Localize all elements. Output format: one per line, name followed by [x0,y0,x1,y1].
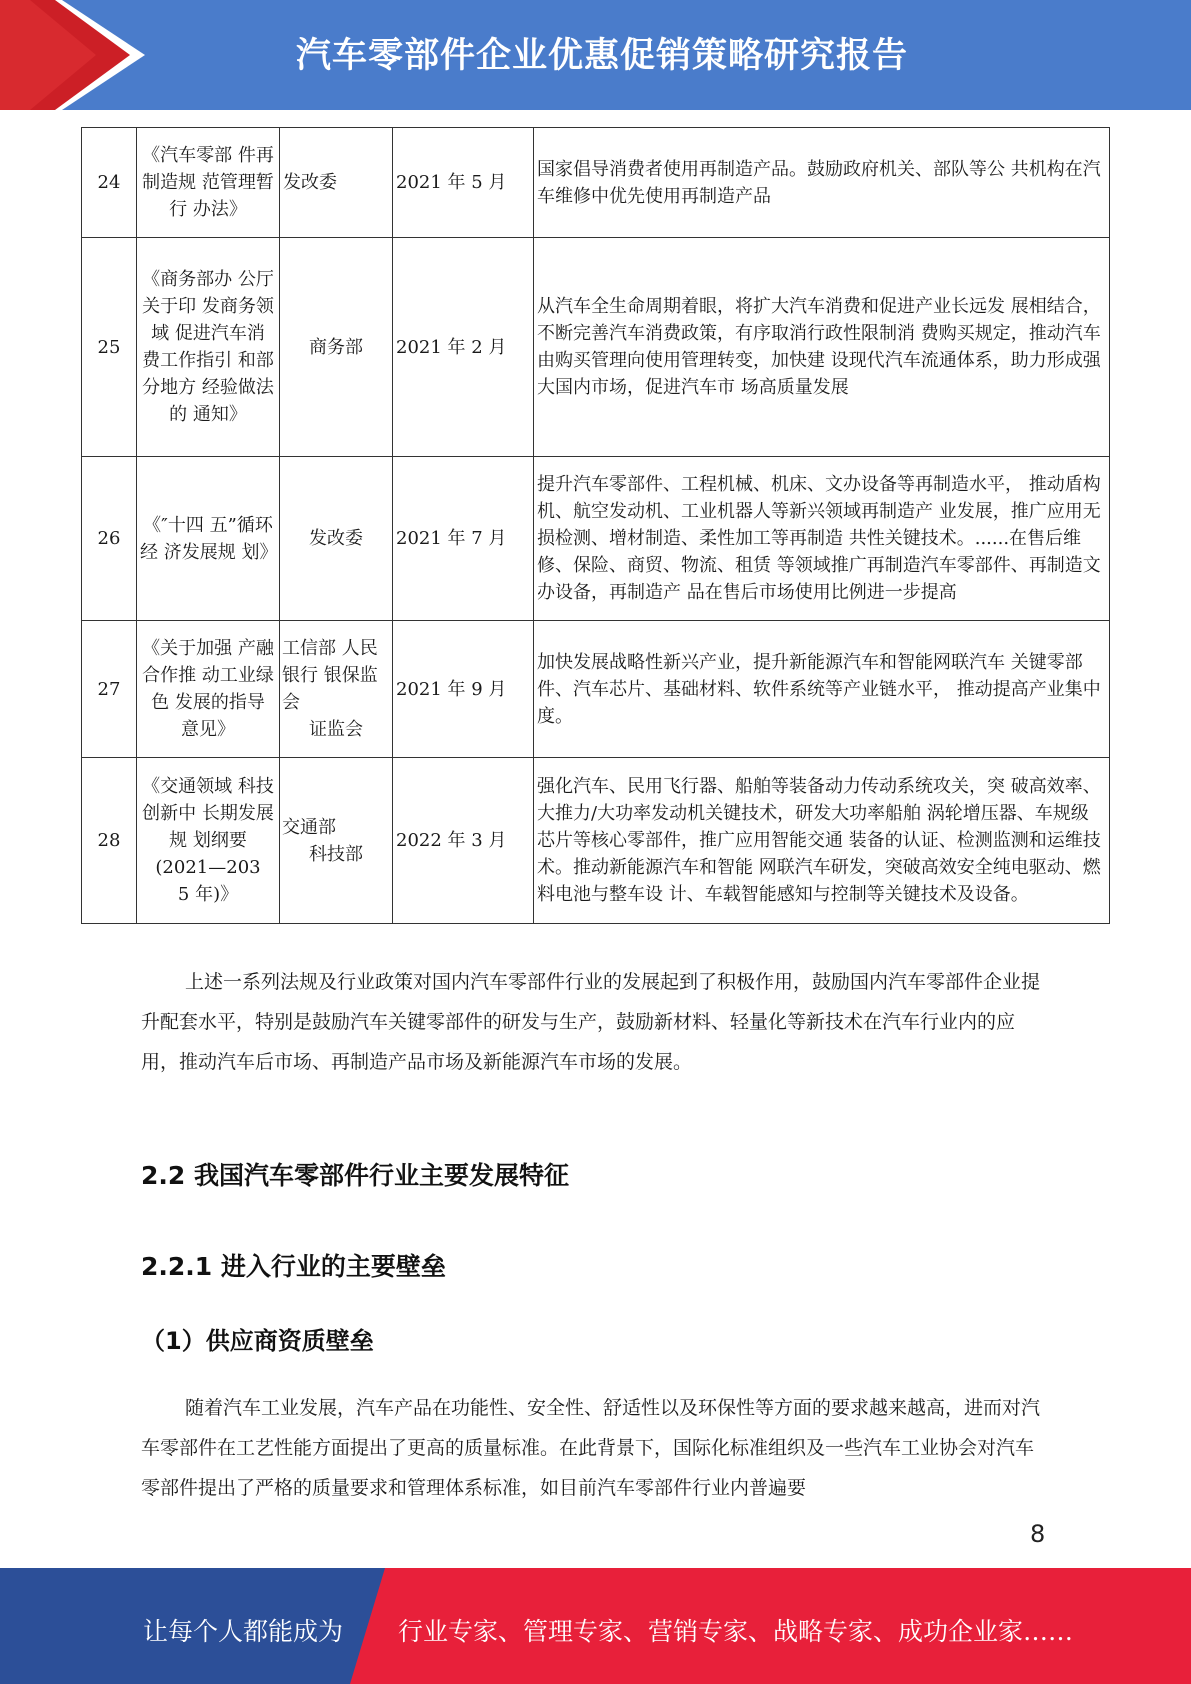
table-row [82,621,1110,758]
footer-slogan-left: 让每个人都能成为 [143,1617,344,1646]
policy-name: 《″十四 五”循环经 济发展规 划》 [137,457,280,621]
department-line: 证监会 [309,719,363,740]
issue-date: 2021 年 7 月 [393,457,534,621]
policy-description: 加快发展战略性新兴产业，提升新能源汽车和智能网联汽车 关键零部件、汽车芯片、基础材料、软件系统等产业链水平， 推动提高产业集中度。 [534,621,1110,758]
summary-paragraph: 上述一系列法规及行业政策对国内汽车零部件行业的发展起到了积极作用，鼓励国内汽车零部件企业提升配套水平，特别是鼓励汽车关键零部件的研发与生产，鼓励新材料、轻量化等新技术在汽车行业内的应用，推动汽车后市场、再制造产品市场及新能源汽车市场的发展。 [141,971,1041,1073]
row-number: 26 [82,457,137,621]
issue-date: 2022 年 3 月 [393,758,534,924]
table-row [82,758,1110,924]
policy-description: 从汽车全生命周期着眼，将扩大汽车消费和促进产业长远发 展相结合，不断完善汽车消费政策，有序取消行政性限制消 费购买规定，推动汽车由购买管理向使用管理转变，加快建 设现代汽车流通体系，助力形成强大国内市场，促进汽车市 场高质量发展 [534,238,1110,457]
page-footer [0,1568,1191,1684]
page-number: 8 [1030,1520,1046,1548]
page-header [0,0,1191,110]
policy-description: 强化汽车、民用飞行器、船舶等装备动力传动系统攻关，突 破高效率、大推力/大功率发动机关键技术，研发大功率船舶 涡轮增压器、车规级芯片等核心零部件，推广应用智能交通 装备的认证、检测监测和运维技术。推动新能源汽车和智能 网联汽车研发，突破高效安全纯电驱动、燃料电池与整车设 计、车载智能感知与控制等关键技术及设备。 [534,758,1110,924]
issue-date: 2021 年 5 月 [393,128,534,238]
footer-slogan-right: 行业专家、管理专家、营销专家、战略专家、成功企业家…… [398,1617,1074,1646]
department-line: 科技部 [309,843,363,865]
row-number: 25 [82,238,137,457]
department [280,758,393,924]
policy-name: 《关于加强 产融合作推 动工业绿色 发展的指导 意见》 [137,621,280,758]
topic-heading: （1）供应商资质壁垒 [141,1327,374,1355]
policy-name: 《商务部办 公厅关于印 发商务领域 促进汽车消 费工作指引 和部分地方 经验做法的 通知》 [137,238,280,457]
section-heading: 2.2 我国汽车零部件行业主要发展特征 [141,1161,569,1190]
department-line: 工信部 人民银行 银保监会 [282,638,378,713]
department-line: 交通部 [282,816,336,838]
policy-description: 提升汽车零部件、工程机械、机床、文办设备等再制造水平， 推动盾构机、航空发动机、工业机器人等新兴领域再制造产 业发展，推广应用无损检测、增材制造、柔性加工等再制造 共性关键技术。......在售后维修、保险、商贸、物流、租赁 等领域推广再制造汽车零部件、再制造文办设备，再制造产 品在售后市场使用比例进一步提高 [534,457,1110,621]
policy-description: 国家倡导消费者使用再制造产品。鼓励政府机关、部队等公 共机构在汽车维修中优先使用再制造产品 [534,128,1110,238]
body-paragraph: 随着汽车工业发展，汽车产品在功能性、安全性、舒适性以及环保性等方面的要求越来越高，进而对汽车零部件在工艺性能方面提出了更高的质量标准。在此背景下，国际化标准组织及一些汽车工业协会对汽车零部件提出了严格的质量要求和管理体系标准，如目前汽车零部件行业内普遍要 [141,1397,1041,1499]
department: 发改委 [280,457,393,621]
department [280,621,393,758]
table-row [82,238,1110,457]
table-row [82,128,1110,238]
subsection-heading: 2.2.1 进入行业的主要壁垒 [141,1252,446,1281]
policy-name-tail: 5 年)》 [177,884,239,905]
issue-date: 2021 年 9 月 [393,621,534,758]
row-number: 27 [82,621,137,758]
department: 商务部 [280,238,393,457]
row-number: 28 [82,758,137,924]
policy-name-text: 《交通领域 科技创新中 长期发展规 划纲要 (2021—203 [142,776,274,878]
policy-table [81,127,1110,924]
report-title: 汽车零部件企业优惠促销策略研究报告 [296,36,909,76]
row-number: 24 [82,128,137,238]
policy-name [137,758,280,924]
policy-name: 《汽车零部 件再制造规 范管理暂行 办法》 [137,128,280,238]
department: 发改委 [280,128,393,238]
issue-date: 2021 年 2 月 [393,238,534,457]
table-row [82,457,1110,621]
